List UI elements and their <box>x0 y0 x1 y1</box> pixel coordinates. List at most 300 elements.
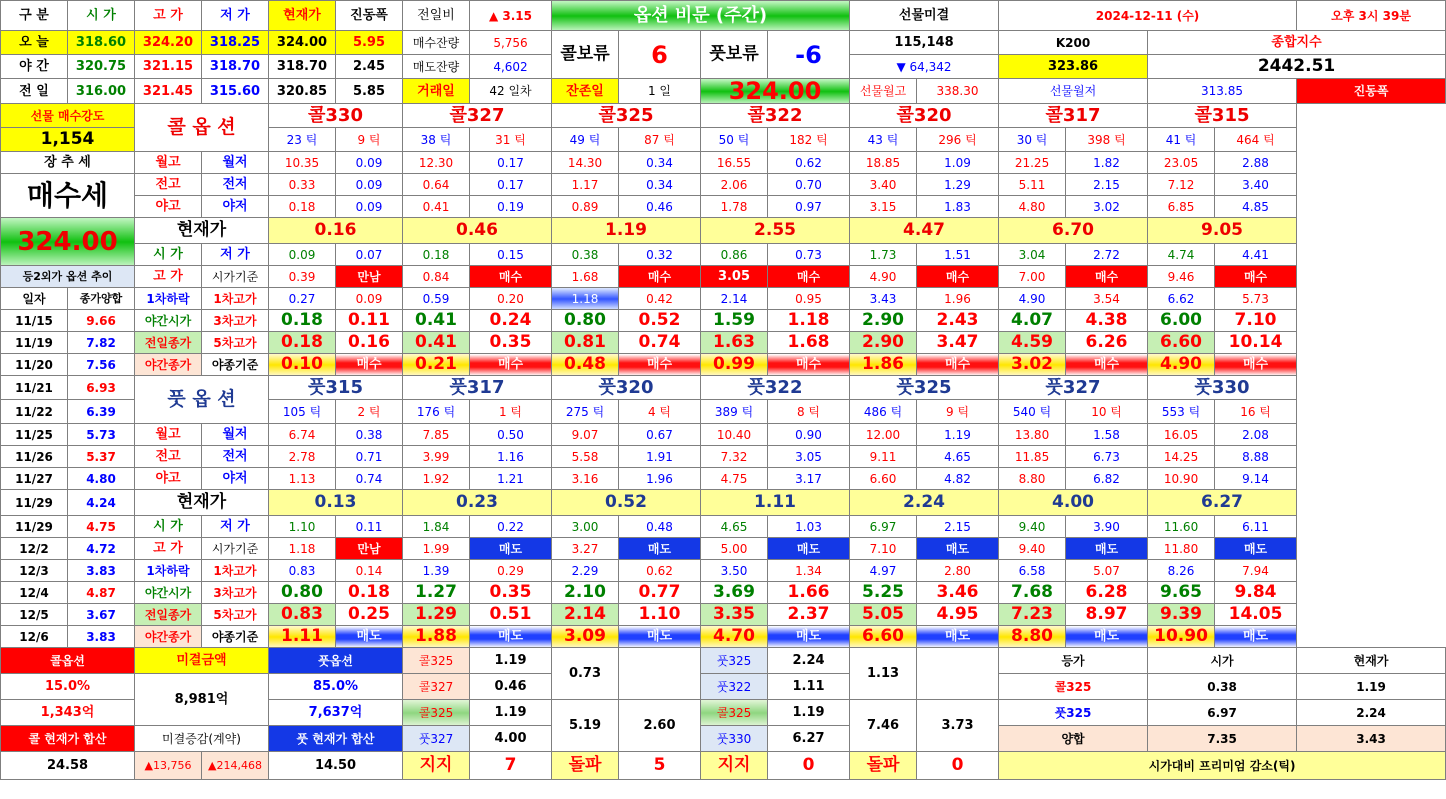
cell-bottom-oiAmt: 미결금액 <box>135 648 269 674</box>
cell-hdr-time: 오후 3시 39분 <box>1297 1 1446 31</box>
cell-bottom-oiChg2: ▲214,468 <box>202 752 269 780</box>
cell-calls-0-nc: 0.10 <box>269 354 336 376</box>
cell-left-price: 324.00 <box>1 218 135 266</box>
cell-left-history-5-0: 11/25 <box>1 424 68 446</box>
cell-calls-5-d5: 6.26 <box>1066 332 1148 354</box>
cell-puts-3-d1l: 3.50 <box>701 560 768 582</box>
puts-nclose-row <box>1 626 1446 648</box>
cell-calls-1-lo: 0.15 <box>470 244 552 266</box>
cell-puts-0-name: 풋315 <box>269 376 403 400</box>
cell-calls-0-mh: 10.35 <box>269 152 336 174</box>
cell-puts-4-sig: 매도 <box>917 538 999 560</box>
prev-row <box>1 79 1446 104</box>
cell-calls-3-ns: 매수 <box>768 354 850 376</box>
cell-labels-d1h: 1차고가 <box>202 288 269 310</box>
cell-side-callHoldV: 6 <box>619 31 701 79</box>
cell-calls-5-mh: 21.25 <box>999 152 1066 174</box>
cell-labels-d1h: 1차고가 <box>202 560 269 582</box>
cell-labels-cur: 현재가 <box>135 490 269 516</box>
cell-rows-1-high: 321.15 <box>135 55 202 79</box>
cell-bottom-b2n: 콜327 <box>403 674 470 700</box>
cell-bottom-n1: 1.13 <box>850 648 917 700</box>
cell-calls-2-d3: 0.52 <box>619 310 701 332</box>
cell-left-history-4-1: 6.39 <box>68 400 135 424</box>
cell-left-history-10-1: 4.72 <box>68 538 135 560</box>
cell-labels-open: 시 가 <box>135 516 202 538</box>
cell-labels-d5h: 5차고가 <box>202 604 269 626</box>
cell-calls-2-hi: 1.68 <box>552 266 619 288</box>
cell-calls-4-d5: 3.47 <box>917 332 999 354</box>
cell-calls-0-d1h: 0.09 <box>336 288 403 310</box>
cell-puts-4-d3: 3.46 <box>917 582 999 604</box>
cell-puts-6-no: 9.65 <box>1148 582 1215 604</box>
cell-rows-2-high: 321.45 <box>135 79 202 104</box>
cell-bottom-oiChg1: ▲13,756 <box>135 752 202 780</box>
cell-puts-1-ml: 0.50 <box>470 424 552 446</box>
cell-puts-0-hi: 1.18 <box>269 538 336 560</box>
cell-calls-4-name: 콜320 <box>850 104 999 128</box>
cell-calls-1-name: 콜327 <box>403 104 552 128</box>
cell-puts-2-cur: 0.52 <box>552 490 701 516</box>
cell-labels-mh: 월고 <box>135 424 202 446</box>
cell-calls-0-t2: 9 틱 <box>336 128 403 152</box>
cell-puts-3-d5: 2.37 <box>768 604 850 626</box>
cell-puts-5-t2: 10 틱 <box>1066 400 1148 424</box>
cell-labels-nOpen: 야간시가 <box>135 310 202 332</box>
cell-calls-2-mh: 14.30 <box>552 152 619 174</box>
cell-puts-4-ml: 1.19 <box>917 424 999 446</box>
cell-calls-2-d1l: 1.18 <box>552 288 619 310</box>
bottom-row-4 <box>1 726 1446 752</box>
cell-left-history-11-0: 12/3 <box>1 560 68 582</box>
cell-puts-0-nc: 1.11 <box>269 626 336 648</box>
cell-rows-0-open: 318.60 <box>68 31 135 55</box>
cell-bottom-putSum: 풋 현재가 합산 <box>269 726 403 752</box>
cell-left-history-6-0: 11/26 <box>1 446 68 468</box>
cell-empty <box>619 648 701 700</box>
cell-left-history-3-0: 11/21 <box>1 376 68 400</box>
cell-puts-4-no: 5.25 <box>850 582 917 604</box>
cell-puts-0-lo: 0.11 <box>336 516 403 538</box>
cell-side-sellRem: 매도잔량 <box>403 55 470 79</box>
cell-side-kospi: 종합지수 <box>1148 31 1446 55</box>
cell-labels-d5h: 5차고가 <box>202 332 269 354</box>
cell-puts-0-d1l: 0.83 <box>269 560 336 582</box>
puts-name-row <box>1 376 1446 400</box>
cell-calls-5-nc: 3.02 <box>999 354 1066 376</box>
puts-d1-row <box>1 560 1446 582</box>
cell-rows-0-range: 5.95 <box>336 31 403 55</box>
cell-puts-4-t1: 486 틱 <box>850 400 917 424</box>
cell-side-futMH: 선물월고 <box>850 79 917 104</box>
cell-calls-0-lo: 0.07 <box>336 244 403 266</box>
cell-calls-5-pc: 4.59 <box>999 332 1066 354</box>
cell-puts-6-t1: 553 틱 <box>1148 400 1215 424</box>
cell-puts-0-t2: 2 틱 <box>336 400 403 424</box>
cell-puts-1-d1l: 1.39 <box>403 560 470 582</box>
cell-bottom-c3n: 콜325 <box>701 700 768 726</box>
cell-puts-1-nl: 1.21 <box>470 468 552 490</box>
cell-puts-6-cur: 6.27 <box>1148 490 1297 516</box>
cell-rows-0-high: 324.20 <box>135 31 202 55</box>
cell-side-futOI: 115,148 <box>850 31 999 55</box>
cell-labels-nClose: 야간종가 <box>135 626 202 648</box>
cell-calls-3-cur: 2.55 <box>701 218 850 244</box>
cell-puts-0-ph: 2.78 <box>269 446 336 468</box>
cell-calls-4-mh: 18.85 <box>850 152 917 174</box>
cell-calls-2-pl: 0.34 <box>619 174 701 196</box>
cell-left-trend: 매수세 <box>1 174 135 218</box>
cell-puts-0-cur: 0.13 <box>269 490 403 516</box>
bottom-row-1 <box>1 648 1446 674</box>
cell-left-history-9-1: 4.75 <box>68 516 135 538</box>
cell-puts-6-name: 풋330 <box>1148 376 1297 400</box>
cell-bottom-sumC: 3.43 <box>1297 726 1446 752</box>
cell-calls-2-name: 콜325 <box>552 104 701 128</box>
cell-left-history-2-0: 11/20 <box>1 354 68 376</box>
cell-rows-1-range: 2.45 <box>336 55 403 79</box>
cell-calls-4-op: 1.73 <box>850 244 917 266</box>
cell-labels-low: 저 가 <box>202 244 269 266</box>
cell-calls-1-op: 0.18 <box>403 244 470 266</box>
cell-labels-low: 저 가 <box>202 516 269 538</box>
cell-calls-3-nh: 1.78 <box>701 196 768 218</box>
cell-calls-5-no: 4.07 <box>999 310 1066 332</box>
cell-puts-2-d3: 0.77 <box>619 582 701 604</box>
cell-rows-1-label: 야 간 <box>1 55 68 79</box>
cell-puts-0-ml: 0.38 <box>336 424 403 446</box>
cell-puts-1-d5: 0.51 <box>470 604 552 626</box>
cell-puts-1-sig: 매도 <box>470 538 552 560</box>
cell-calls-3-op: 0.86 <box>701 244 768 266</box>
cell-left-history-11-1: 3.83 <box>68 560 135 582</box>
cell-puts-4-nh: 6.60 <box>850 468 917 490</box>
cell-calls-3-ml: 0.62 <box>768 152 850 174</box>
cell-calls-2-op: 0.38 <box>552 244 619 266</box>
cell-rows-1-open: 320.75 <box>68 55 135 79</box>
cell-labels-d3h: 3차고가 <box>202 310 269 332</box>
cell-puts-5-ph: 11.85 <box>999 446 1066 468</box>
cell-calls-2-ml: 0.34 <box>619 152 701 174</box>
cell-calls-0-sig: 만남 <box>336 266 403 288</box>
cell-bottom-e2c: 2.24 <box>1297 700 1446 726</box>
cell-puts-1-d3: 0.35 <box>470 582 552 604</box>
cell-rows-2-open: 316.00 <box>68 79 135 104</box>
cell-puts-6-nc: 10.90 <box>1148 626 1215 648</box>
cell-left-history-1-0: 11/19 <box>1 332 68 354</box>
cell-labels-ph: 전고 <box>135 446 202 468</box>
cell-calls-3-ph: 2.06 <box>701 174 768 196</box>
cell-puts-4-pl: 4.65 <box>917 446 999 468</box>
cell-labels-nCloseBase: 야종기준 <box>202 354 269 376</box>
cell-calls-0-no: 0.18 <box>269 310 336 332</box>
cell-calls-1-pl: 0.17 <box>470 174 552 196</box>
cell-calls-2-d1h: 0.42 <box>619 288 701 310</box>
cell-puts-2-nh: 3.16 <box>552 468 619 490</box>
cell-puts-5-t1: 540 틱 <box>999 400 1066 424</box>
puts-pclose-row <box>1 604 1446 626</box>
cell-bottom-b2v: 0.46 <box>470 674 552 700</box>
cell-calls-0-op: 0.09 <box>269 244 336 266</box>
cell-puts-4-cur: 2.24 <box>850 490 999 516</box>
cell-puts-5-op: 9.40 <box>999 516 1066 538</box>
cell-calls-3-t1: 50 틱 <box>701 128 768 152</box>
cell-bottom-c1v: 2.24 <box>768 648 850 674</box>
calls-cur-row <box>1 218 1446 244</box>
cell-puts-1-nh: 1.92 <box>403 468 470 490</box>
cell-bottom-brk: 돌파 <box>552 752 619 780</box>
cell-puts-2-sig: 매도 <box>619 538 701 560</box>
cell-side-tradeDay: 거래일 <box>403 79 470 104</box>
cell-puts-6-sig: 매도 <box>1215 538 1297 560</box>
cell-puts-5-sig: 매도 <box>1066 538 1148 560</box>
cell-puts-1-name: 풋317 <box>403 376 552 400</box>
cell-calls-1-hi: 0.84 <box>403 266 470 288</box>
cell-left-history-2-1: 7.56 <box>68 354 135 376</box>
cell-side-bigPrice: 324.00 <box>701 79 850 104</box>
cell-puts-1-ns: 매도 <box>470 626 552 648</box>
cell-left-dateH: 일자 <box>1 288 68 310</box>
cell-puts-1-pc: 1.29 <box>403 604 470 626</box>
cell-rows-0-label: 오 늘 <box>1 31 68 55</box>
cell-bottom-b1v: 1.19 <box>470 648 552 674</box>
cell-puts-6-mh: 16.05 <box>1148 424 1215 446</box>
cell-puts-2-d1l: 2.29 <box>552 560 619 582</box>
puts-openlow-row <box>1 516 1446 538</box>
cell-calls-1-no: 0.41 <box>403 310 470 332</box>
cell-puts-4-nc: 6.60 <box>850 626 917 648</box>
cell-puts-2-pl: 1.91 <box>619 446 701 468</box>
cell-left-history-9-0: 11/29 <box>1 516 68 538</box>
cell-calls-2-d5: 0.74 <box>619 332 701 354</box>
cell-puts-1-lo: 0.22 <box>470 516 552 538</box>
cell-puts-4-d1l: 4.97 <box>850 560 917 582</box>
cell-left-history-5-1: 5.73 <box>68 424 135 446</box>
cell-labels-pl: 전저 <box>202 174 269 196</box>
cell-calls-0-t1: 23 틱 <box>269 128 336 152</box>
calls-d1-row <box>1 288 1446 310</box>
cell-puts-2-ph: 5.58 <box>552 446 619 468</box>
cell-bottom-c1n: 풋325 <box>701 648 768 674</box>
cell-hdr-col4: 현재가 <box>269 1 336 31</box>
cell-calls-4-ns: 매수 <box>917 354 999 376</box>
cell-rows-1-low: 318.70 <box>202 55 269 79</box>
cell-puts-4-nl: 4.82 <box>917 468 999 490</box>
cell-calls-4-t2: 296 틱 <box>917 128 999 152</box>
cell-calls-6-d1h: 5.73 <box>1215 288 1297 310</box>
cell-bottom-b3n: 콜325 <box>403 700 470 726</box>
cell-puts-5-ns: 매도 <box>1066 626 1148 648</box>
cell-side-sellRemV: 4,602 <box>470 55 552 79</box>
cell-rows-2-range: 5.85 <box>336 79 403 104</box>
cell-puts-2-no: 2.10 <box>552 582 619 604</box>
cell-left-sumH: 종가양합 <box>68 288 135 310</box>
cell-bottom-callSumV: 24.58 <box>1 752 135 780</box>
cell-calls-4-pl: 1.29 <box>917 174 999 196</box>
cell-puts-2-mh: 9.07 <box>552 424 619 446</box>
cell-calls-1-nl: 0.19 <box>470 196 552 218</box>
cell-calls-6-d1l: 6.62 <box>1148 288 1215 310</box>
cell-rows-2-low: 315.60 <box>202 79 269 104</box>
cell-puts-6-d5: 14.05 <box>1215 604 1297 626</box>
cell-puts-2-ml: 0.67 <box>619 424 701 446</box>
cell-puts-1-hi: 1.99 <box>403 538 470 560</box>
cell-calls-5-hi: 7.00 <box>999 266 1066 288</box>
cell-calls-1-sig: 매수 <box>470 266 552 288</box>
cell-bottom-b1n: 콜325 <box>403 648 470 674</box>
cell-calls-2-no: 0.80 <box>552 310 619 332</box>
cell-bottom-prem: 시가대비 프리미엄 감소(틱) <box>999 752 1446 780</box>
cell-calls-3-nc: 0.99 <box>701 354 768 376</box>
cell-calls-1-ph: 0.64 <box>403 174 470 196</box>
cell-bottom-eq: 등가 <box>999 648 1148 674</box>
cell-calls-6-ph: 7.12 <box>1148 174 1215 196</box>
cell-calls-0-cur: 0.16 <box>269 218 403 244</box>
cell-puts-1-op: 1.84 <box>403 516 470 538</box>
cell-side-putHoldV: -6 <box>768 31 850 79</box>
cell-calls-2-t1: 49 틱 <box>552 128 619 152</box>
cell-side-k200v: 323.86 <box>999 55 1148 79</box>
cell-puts-2-op: 3.00 <box>552 516 619 538</box>
cell-left-history-8-0: 11/29 <box>1 490 68 516</box>
cell-puts-3-ns: 매도 <box>768 626 850 648</box>
cell-side-k200: K200 <box>999 31 1148 55</box>
cell-calls-6-t1: 41 틱 <box>1148 128 1215 152</box>
cell-labels-high: 고 가 <box>135 538 202 560</box>
cell-calls-4-d1l: 3.43 <box>850 288 917 310</box>
cell-puts-6-lo: 6.11 <box>1215 516 1297 538</box>
cell-labels-callOpt: 콜 옵 션 <box>135 104 269 152</box>
calls-prev-row <box>1 174 1446 196</box>
cell-calls-4-no: 2.90 <box>850 310 917 332</box>
cell-rows-2-label: 전 일 <box>1 79 68 104</box>
cell-hdr-ch6: ▲ 3.15 <box>470 1 552 31</box>
cell-puts-3-sig: 매도 <box>768 538 850 560</box>
cell-calls-4-sig: 매수 <box>917 266 999 288</box>
cell-side-futOIch: ▼ 64,342 <box>850 55 999 79</box>
cell-side-tradeDayV: 42 일차 <box>470 79 552 104</box>
cell-calls-6-cur: 9.05 <box>1148 218 1297 244</box>
cell-calls-6-lo: 4.41 <box>1215 244 1297 266</box>
cell-calls-4-pc: 2.90 <box>850 332 917 354</box>
cell-calls-5-sig: 매수 <box>1066 266 1148 288</box>
cell-calls-2-pc: 0.81 <box>552 332 619 354</box>
cell-calls-5-d3: 4.38 <box>1066 310 1148 332</box>
cell-puts-3-name: 풋322 <box>701 376 850 400</box>
cell-puts-4-op: 6.97 <box>850 516 917 538</box>
cell-calls-4-hi: 4.90 <box>850 266 917 288</box>
cell-labels-openBase: 시가기준 <box>202 266 269 288</box>
cell-puts-2-pc: 2.14 <box>552 604 619 626</box>
cell-left-history-0-1: 9.66 <box>68 310 135 332</box>
cell-rows-2-cur: 320.85 <box>269 79 336 104</box>
cell-puts-5-mh: 13.80 <box>999 424 1066 446</box>
cell-puts-4-d1h: 2.80 <box>917 560 999 582</box>
cell-puts-4-ns: 매도 <box>917 626 999 648</box>
cell-left-history-0-0: 11/15 <box>1 310 68 332</box>
cell-empty <box>917 648 999 700</box>
cell-puts-0-d3: 0.18 <box>336 582 403 604</box>
cell-puts-5-d3: 6.28 <box>1066 582 1148 604</box>
cell-bottom-m3: 2.60 <box>619 700 701 752</box>
cell-puts-0-ns: 매도 <box>336 626 403 648</box>
cell-puts-0-nl: 0.74 <box>336 468 403 490</box>
cell-bottom-supV: 7 <box>470 752 552 780</box>
cell-bottom-sumO: 7.35 <box>1148 726 1297 752</box>
cell-calls-1-d1l: 0.59 <box>403 288 470 310</box>
cell-hdr-col0: 구 분 <box>1 1 68 31</box>
cell-puts-1-t1: 176 틱 <box>403 400 470 424</box>
cell-calls-2-cur: 1.19 <box>552 218 701 244</box>
calls-nopen-row <box>1 310 1446 332</box>
cell-calls-6-ml: 2.88 <box>1215 152 1297 174</box>
cell-puts-1-t2: 1 틱 <box>470 400 552 424</box>
cell-calls-0-hi: 0.39 <box>269 266 336 288</box>
cell-calls-5-t1: 30 틱 <box>999 128 1066 152</box>
cell-calls-3-d1h: 0.95 <box>768 288 850 310</box>
cell-puts-0-nh: 1.13 <box>269 468 336 490</box>
cell-rows-1-cur: 318.70 <box>269 55 336 79</box>
cell-puts-6-ns: 매도 <box>1215 626 1297 648</box>
cell-side-futMLv: 313.85 <box>1148 79 1297 104</box>
cell-left-history-7-0: 11/27 <box>1 468 68 490</box>
cell-puts-5-no: 7.68 <box>999 582 1066 604</box>
cell-calls-4-lo: 1.51 <box>917 244 999 266</box>
cell-puts-5-hi: 9.40 <box>999 538 1066 560</box>
cell-puts-5-nl: 6.82 <box>1066 468 1148 490</box>
calls-openlow-row <box>1 244 1446 266</box>
cell-labels-nClose: 야간종가 <box>135 354 202 376</box>
cell-calls-0-name: 콜330 <box>269 104 403 128</box>
cell-puts-6-t2: 16 틱 <box>1215 400 1297 424</box>
cell-calls-6-nc: 4.90 <box>1148 354 1215 376</box>
cell-calls-5-op: 3.04 <box>999 244 1066 266</box>
cell-bottom-putSumV: 14.50 <box>269 752 403 780</box>
cell-labels-cur: 현재가 <box>135 218 269 244</box>
puts-nopen-row <box>1 582 1446 604</box>
cell-calls-5-ns: 매수 <box>1066 354 1148 376</box>
cell-puts-3-pl: 3.05 <box>768 446 850 468</box>
cell-left-buyStrV: 1,154 <box>1 128 135 152</box>
cell-puts-3-nh: 4.75 <box>701 468 768 490</box>
cell-puts-6-pc: 9.39 <box>1148 604 1215 626</box>
puts-month-row <box>1 424 1446 446</box>
cell-calls-3-pc: 1.63 <box>701 332 768 354</box>
cell-hdr-col2: 고 가 <box>135 1 202 31</box>
cell-puts-6-pl: 8.88 <box>1215 446 1297 468</box>
cell-side-callHold: 콜보류 <box>552 31 619 79</box>
cell-puts-4-t2: 9 틱 <box>917 400 999 424</box>
cell-calls-3-d5: 1.68 <box>768 332 850 354</box>
cell-calls-4-t1: 43 틱 <box>850 128 917 152</box>
cell-puts-4-mh: 12.00 <box>850 424 917 446</box>
cell-puts-6-hi: 11.80 <box>1148 538 1215 560</box>
cell-bottom-e2n: 풋325 <box>999 700 1148 726</box>
cell-bottom-c3v: 1.19 <box>768 700 850 726</box>
cell-labels-nOpen: 야간시가 <box>135 582 202 604</box>
cell-calls-6-nh: 6.85 <box>1148 196 1215 218</box>
cell-calls-6-no: 6.00 <box>1148 310 1215 332</box>
cell-puts-4-ph: 9.11 <box>850 446 917 468</box>
cell-hdr-date: 2024-12-11 (수) <box>999 1 1297 31</box>
cell-calls-0-nl: 0.09 <box>336 196 403 218</box>
cell-bottom-callSum: 콜 현재가 합산 <box>1 726 135 752</box>
cell-calls-4-nl: 1.83 <box>917 196 999 218</box>
cell-puts-3-ph: 7.32 <box>701 446 768 468</box>
cell-puts-2-hi: 3.27 <box>552 538 619 560</box>
cell-bottom-sup: 지지 <box>403 752 470 780</box>
cell-calls-5-lo: 2.72 <box>1066 244 1148 266</box>
